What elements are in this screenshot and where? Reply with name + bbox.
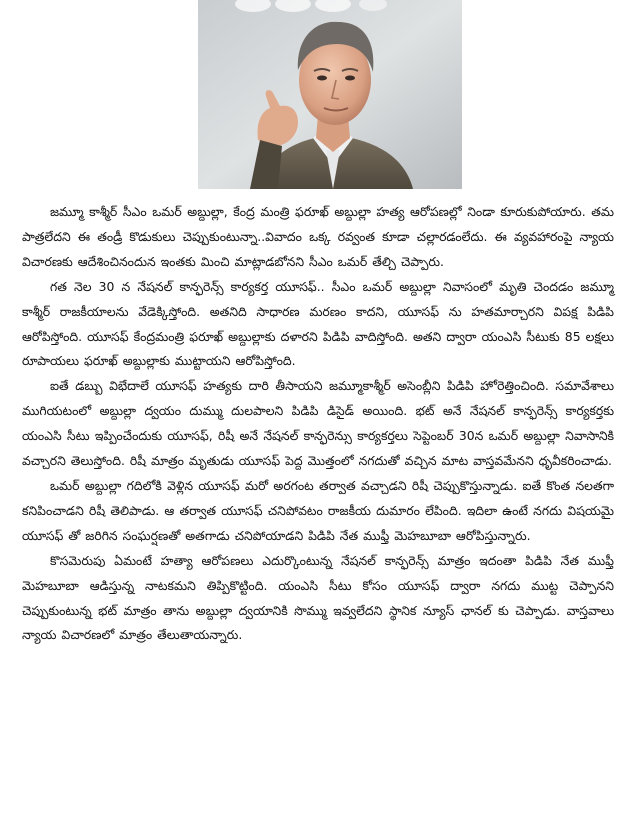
- article-paragraph-4: ఒమర్ అబ్దుల్లా గదిలోకి వెళ్లిన యూసఫ్ మరో అరగంట తర్వాత వచ్చాడని రిషీ చెప్పుకొస్తున్నాడు. ఐతే కొంత నలతగా కనిపించాడని రిషీ తెలిపాడు. ఆ తర్వాత యూసఫ్ చనిపోవటం రాజకీయ దుమారం లేపింది. ఇదిలా ఉంటే నగదు విషయమై యూసఫ్ తో జరిగిన సంఘర్షణతో అతగాడు చనిపోయాడని పిడిపి నేత ముఫ్తీ మెహబూబా ఆరోపిస్తున్నారు.: [22, 477, 614, 543]
- article-body: [22, 200, 614, 648]
- article-paragraph-5: కొసమెరుపు ఏమంటే హత్యా ఆరోపణలు ఎదుర్కొంటున్న నేషనల్ కాన్ఫరెన్స్ మాత్రం ఇదంతా పిడిపి నేత ముఫ్తీ మెహబూబా ఆడిస్తున్న నాటకమని తిప్పికొట్టింది. యంఎసి సీటు కోసం యూసఫ్ ద్వారా నగదు ముట్ట చెప్పానని చెప్పుకుంటున్న భట్ మాత్రం తాను అబ్దుల్లా ద్వయానికి సొమ్ము ఇవ్వలేదని స్థానిక న్యూస్ ఛానల్ కు చెప్పాడు. వాస్తవాలు న్యాయ విచారణలో మాత్రం తేలుతాయన్నారు.: [22, 552, 614, 643]
- portrait-photo: [198, 0, 462, 189]
- article-paragraph-3: ఐతే డబ్బు విభేదాలే యూసఫ్ హత్యకు దారి తీసాయని జమ్మూకాశ్మీర్ అసెంబ్లీని పిడిపి హోరెత్తించింది. సమావేశాలు ముగియటంలో అబ్దుల్లా ద్వయం దుమ్ము దులపాలని పిడిపి డిసైడ్ అయింది. భట్ అనే నేషనల్ కాన్ఫరెన్స్ కార్యకర్తకు యంఎసి సీటు ఇప్పించేందుకు యూసఫ్, రిషీ అనే నేషనల్ కాన్ఫరెన్సు కార్యకర్తలు సెప్టెంబర్ 30న ఒమర్ అబ్దుల్లా నివాసానికి వచ్చారని తెలుస్తోంది. రిషీ మాత్రం మృతుడు యూసఫ్ పెద్ద మొత్తంలో నగదుతో వచ్చిన మాట వాస్తవమేనని ధృవీకరించాడు.: [22, 378, 614, 469]
- article-photo: [198, 0, 462, 189]
- article-paragraph-2: గత నెల 30 న నేషనల్ కాన్ఫరెన్స్ కార్యకర్త యూసఫ్.. సీఎం ఒమర్ అబ్దుల్లా నివాసంలో మృతి చెందడం జమ్మూ కాశ్మీర్ రాజకీయాలను వేడెక్కిస్తోంది. అతనిది సాధారణ మరణం కాదని, యూసఫ్ ను హతమార్చారని విపక్ష పిడిపి ఆరోపిస్తోంది. యూసఫ్ కేంద్రమంత్రి ఫరూఖ్ అబ్దుల్లాకు దళారని పిడిపి వాదిస్తోంది. అతని ద్వారా యంఎసి సీటుకు 85 లక్షలు రూపాయలు ఫరూఖ్ అబ్దుల్లాకు ముట్టాయని ఆరోపిస్తోంది.: [22, 278, 614, 369]
- article-paragraph-1: జమ్మూ కాశ్మీర్ సీఎం ఒమర్ అబ్దుల్లా, కేంద్ర మంత్రి ఫరూఖ్ అబ్దుల్లా హత్య ఆరోపణల్లో నిండా కూరుకుపోయారు. తమ పాత్రలేదని ఈ తండ్రీ కొడుకులు చెప్పుకుంటున్నా..వివాదం ఒక్క రవ్వంత కూడా చల్లారడంలేదు. ఈ వ్యవహారంపై న్యాయ విచారణకు ఆదేశించినందున ఇంతకు మించి మాట్లాడబోనని సీఎం ఒమర్ తేల్చి చెప్పారు.: [22, 204, 614, 269]
